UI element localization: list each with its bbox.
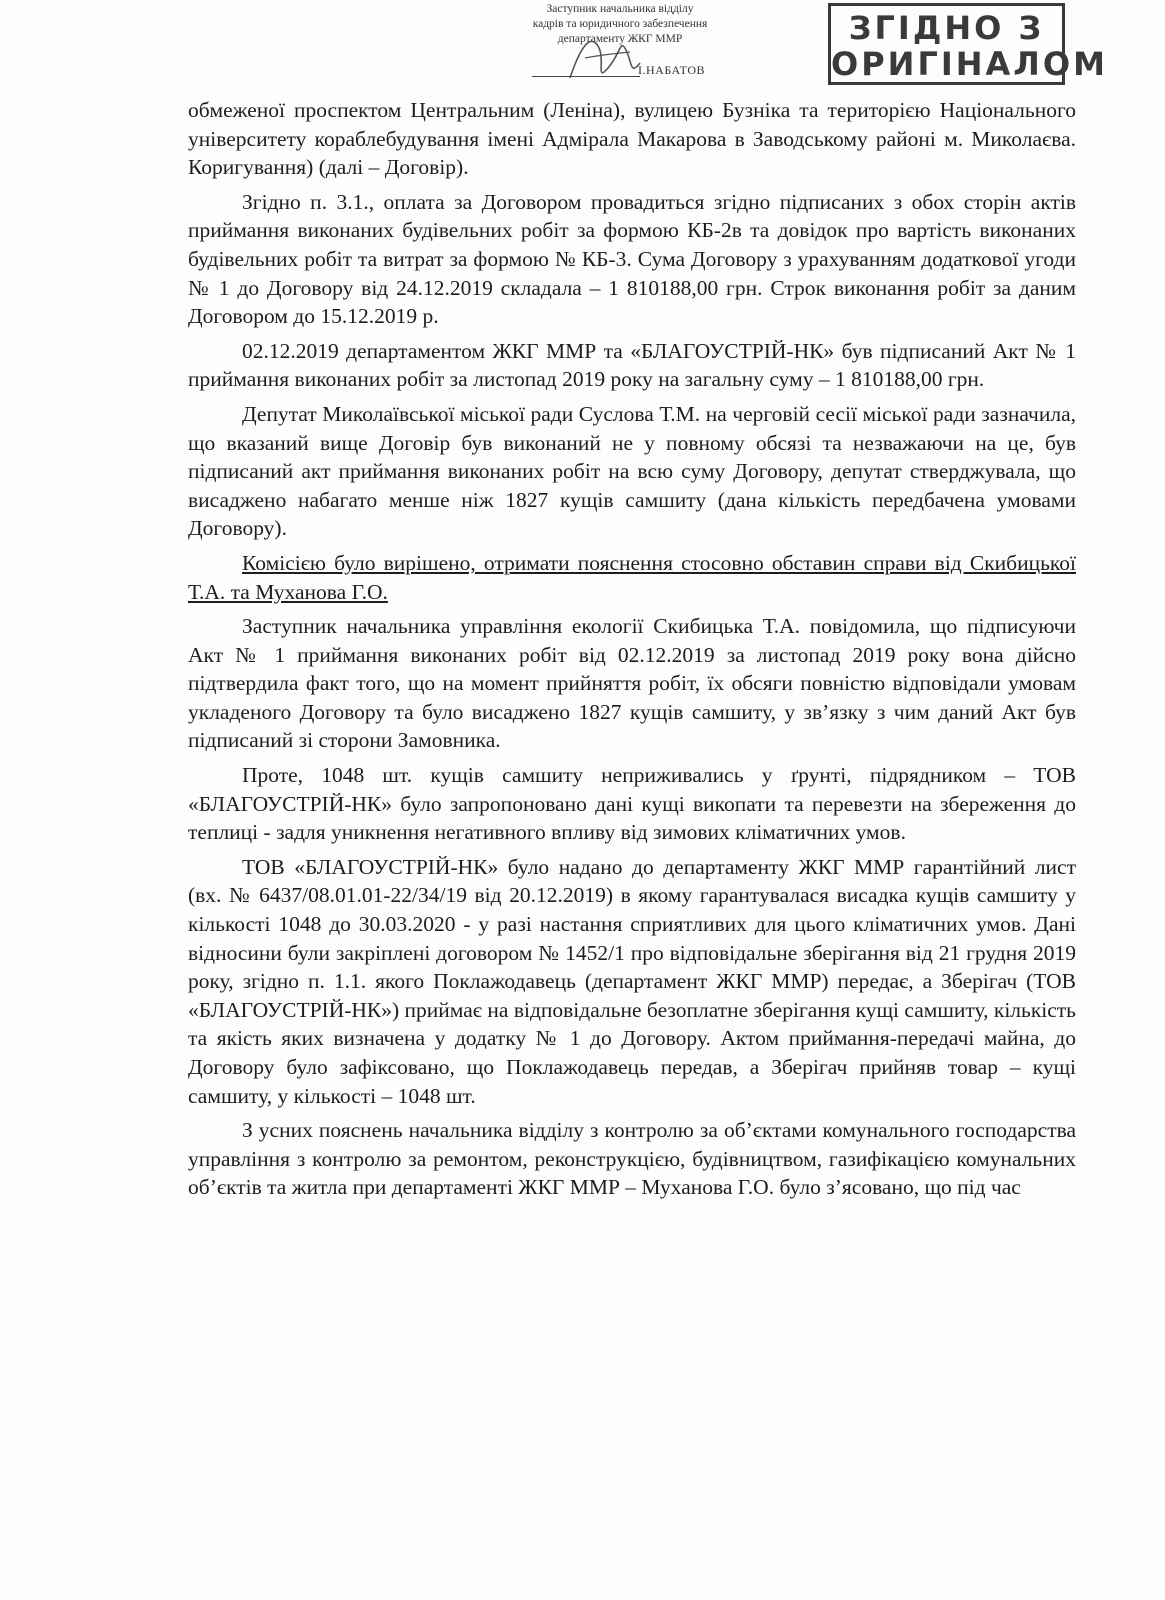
stamp-line-2: ОРИГІНАЛОМ <box>831 45 1108 83</box>
certified-copy-stamp <box>828 3 1108 85</box>
approval-line-2: кадрів та юридичного забезпечення <box>532 18 708 30</box>
paragraph-guarantee-letter: ТОВ «БЛАГОУСТРІЙ-НК» було надано до департаменту ЖКГ ММР гарантійний лист (вх. № 6437/08.01.01-22/34/19 від 20.12.2019) в якому гарантувалася висадка кущів самшиту у кількості 1048 до 30.03.2020 - у разі настання сприятливих для цього кліматичних умов. Дані відносини були закріплені договором № 1452/1 про відповідальне зберігання від 21 грудня 2019 року, згідно п. 1.1. якого Поклажодавець (департамент ЖКГ ММР) передає, а Зберігач (ТОВ «БЛАГОУСТРІЙ-НК») приймає на відповідальне безоплатне зберігання кущі самшиту, кількість та якість яких визначена у додатку № 1 до Договору. Актом приймання-передачі майна, до Договору було зафіксовано, що Поклажодавець передав, а Зберігач прийняв товар – кущі самшиту, у кількості – 1048 шт. <box>188 854 1076 1108</box>
paragraph-payment-terms: Згідно п. 3.1., оплата за Договором провадиться згідно підписаних з обох сторін актів приймання виконаних будівельних робіт за формою КБ-2в та довідок про вартість виконаних будівельних робіт та витрат за формою № КБ-3. Сума Договору з урахуванням додаткової угоди № 1 до Договору від 24.12.2019 складала – 1 810188,00 грн. Строк виконання робіт за даним Договором до 15.12.2019 р. <box>188 189 1076 329</box>
paragraph-act-signed: 02.12.2019 департаментом ЖКГ ММР та «БЛАГОУСТРІЙ-НК» був підписаний Акт № 1 приймання виконаних робіт за листопад 2019 року на загальну суму – 1 810188,00 грн. <box>188 338 1076 392</box>
document-body <box>188 96 1076 1208</box>
signature-line <box>532 76 640 77</box>
approval-line-3: департаменту ЖКГ ММР <box>557 33 683 45</box>
paragraph-contract-object: обмеженої проспектом Центральним (Леніна), вулицею Бузніка та територією Національного університету кораблебудування імені Адмірала Макарова в Заводському районі м. Миколаєва. Коригування) (далі – Договір). <box>188 98 1076 180</box>
paragraph-mukhanov-explanation: З усних пояснень начальника відділу з контролю за об’єктами комунального господарства управління з контролю за ремонтом, реконструкцією, будівництвом, газифікацією комунальних об’єктів та житла при департаменті ЖКГ ММР – Муханова Г.О. було з’ясовано, що під час <box>188 1118 1076 1200</box>
approval-line-1: Заступник начальника відділу <box>546 3 694 15</box>
handwritten-signature <box>560 28 650 88</box>
paragraph-commission-decision: Комісією було вирішено, отримати пояснення стосовно обставин справи від Скибицької Т.А. та Муханова Г.О. <box>188 550 1076 604</box>
approver-name: І.НАБАТОВ <box>638 63 706 77</box>
paragraph-skybytska-explanation: Заступник начальника управління екології Скибицька Т.А. повідомила, що підписуючи Акт № 1 приймання виконаних робіт від 02.12.2019 за листопад 2019 року вона дійсно підтвердила факт того, що на момент прийняття робіт, їх обсяги повністю відповідали умовам укладеного Договору та було висаджено 1827 кущів самшиту, у зв’язку з чим даний Акт був підписаний зі сторони Замовника. <box>188 614 1076 753</box>
paragraph-deputy-claim: Депутат Миколаївської міської ради Суслова Т.М. на черговій сесії міської ради зазначила, що вказаний вище Договір був виконаний не у повному обсязі та незважаючи на це, був підписаний акт приймання виконаних робіт на всю суму Договору, депутат стверджувала, що висаджено набагато менше ніж 1827 кущів самшиту (дана кількість передбачена умовами Договору). <box>188 401 1076 541</box>
paragraph-plants-relocated: Проте, 1048 шт. кущів самшиту неприживались у ґрунті, підрядником – ТОВ «БЛАГОУСТРІЙ-НК» було запропоновано дані кущі викопати та перевезти на збереження до теплиці - задля уникнення негативного впливу від зимових кліматичних умов. <box>188 763 1076 845</box>
stamp-line-1: ЗГІДНО З <box>848 9 1045 47</box>
